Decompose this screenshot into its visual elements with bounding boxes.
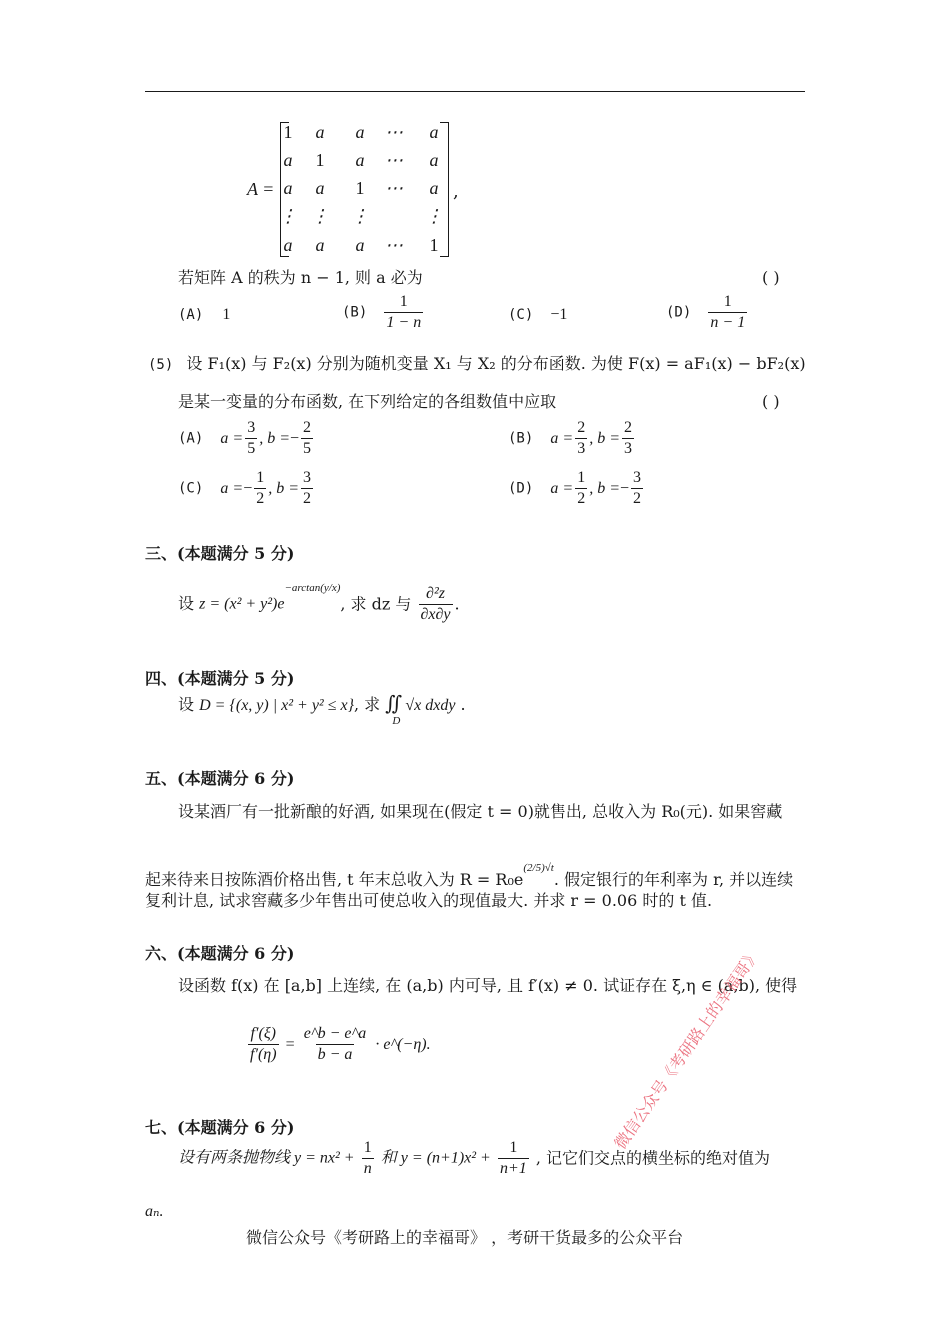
frac-numerator: 2 [623,419,632,436]
s4-mid: , 求 [354,695,381,714]
s7-post: , 记它们交点的横坐标的绝对值为 [535,1148,771,1168]
frac-denominator: 2 [633,490,642,507]
s3-pre: 设 [178,594,195,613]
section-6-heading: 六、(本题满分 6 分) [145,944,295,963]
frac-numerator: 1 [256,469,265,486]
section-6-formula: $\frac{f'(\xi)}{f'(\eta)}$ = $\frac{e\^{}b - e\^{}a}{b - a}$ · e^(−η). [250,1025,431,1063]
matrix-cell: a [283,178,293,198]
frac-numerator: 2 [303,419,312,436]
frac-denominator: 1 − n [386,314,422,331]
s3-formula: z = (x² + y²)e [199,595,285,613]
s4-domain-subscript: D [392,715,401,727]
header-rule [145,91,805,92]
section-7-line1 [178,1138,770,1179]
section-7-heading: 七、(本题满分 6 分) [145,1118,295,1137]
frac-denominator: f′(η) [250,1046,277,1063]
q4-option-d [666,292,749,333]
option-label: (C) [178,480,204,497]
matrix-cell: ⋮ [425,206,443,226]
matrix-cell: ⋯ [385,122,403,142]
matrix-cell: a [429,122,439,142]
q4-stem: 若矩阵 A 的秩为 n − 1, 则 a 必为 [178,268,423,287]
frac-numerator: f′(ξ) [250,1025,276,1042]
frac-numerator: ∂²z [426,585,445,602]
matrix-cell: a [315,235,325,255]
frac-denominator: 5 [247,440,256,457]
q4-option-b [342,292,425,333]
q5-answer-paren: ( ) [762,392,780,411]
s3-exponent: −arctan(y/x) [284,582,341,594]
option-label: (A) [178,307,204,323]
option-label: (A) [178,430,204,447]
matrix-cell: ⋮ [351,206,369,226]
section-7-line2: aₙ. [145,1203,164,1220]
frac-denominator: 3 [623,440,632,457]
frac-denominator: b − a [317,1046,353,1063]
section-4-body [178,694,466,731]
s6-tail: · e^(−η). [375,1036,431,1053]
frac-numerator: e^b − e^a [303,1025,367,1042]
s5-line2-end: . 假定银行的年利率为 r, 并以连续 [553,870,794,889]
frac-denominator: 2 [256,490,265,507]
b-sign: − [619,480,630,497]
frac-numerator: 1 [509,1139,518,1156]
matrix-cell: ⋯ [385,235,403,255]
frac-denominator: n − 1 [710,314,746,331]
q4-answer-paren: ( ) [762,268,780,287]
s5-line2-start: 起来待来日按陈酒价格出售, t 年末总收入为 R = R₀e [145,870,524,889]
frac-numerator: 2 [577,419,586,436]
matrix-cell: a [355,150,365,170]
section-3-heading: 三、(本题满分 5 分) [145,544,295,563]
q5-stem-line1 [148,354,806,375]
frac-numerator: 3 [247,419,256,436]
frac-numerator: 1 [363,1139,372,1156]
frac-denominator: ∂x∂y [420,606,451,623]
matrix-cell: ⋮ [279,206,297,226]
matrix-cell: a [315,122,325,142]
q5-option-d: (D) a = $\frac{1}{2}$ , b =− $\frac{3}{2}$ [508,469,642,507]
section-5-line2 [145,858,793,890]
q5-number: (5) [148,357,174,373]
matrix-cell: 1 [315,150,325,170]
q5-stem-line2: 是某一变量的分布函数, 在下列给定的各组数值中应取 [178,392,557,411]
q5-option-a: (A) a = $\frac{3}{5}$ , b =− $\frac{2}{5}$ [178,419,312,457]
b-sign: − [289,430,300,447]
s4-set: D = {(x, y) | x² + y² ≤ x} [199,697,354,714]
option-value: −1 [550,306,568,323]
section-4-heading: 四、(本题满分 5 分) [145,669,295,688]
matrix-lhs: A = [247,179,275,199]
matrix-cell: a [355,235,365,255]
s3-end: . [454,594,460,614]
matrix-cell: a [283,150,293,170]
q5-option-c: (C) a =− $\frac{1}{2}$ , b = $\frac{3}{2}$ [178,469,312,507]
frac-numerator: 1 [399,293,408,310]
matrix-cell: ⋮ [311,206,329,226]
matrix-cell: a [283,235,293,255]
q5-stem-text: 设 F₁(x) 与 F₂(x) 分别为随机变量 X₁ 与 X₂ 的分布函数. 为使 F(x) = aF₁(x) − bF₂(x) [186,354,806,373]
double-integral-icon: ∬ [385,693,403,715]
s4-pre: 设 [178,695,195,714]
option-label: (D) [508,480,534,497]
s7-pre: 设有两条抛物线 y = nx² + [178,1149,355,1167]
frac-denominator: n [363,1160,372,1177]
frac-numerator: 1 [577,469,586,486]
frac-denominator: 2 [577,490,586,507]
frac-denominator: n+1 [499,1160,527,1177]
matrix-cell: 1 [283,122,293,142]
matrix-cell: a [429,150,439,170]
matrix-trailing-comma: , [453,181,459,202]
s4-integrand: √x dxdy [405,697,456,714]
s7-mid: 和 y = (n+1)x² + [380,1149,491,1167]
section-5-line1: 设某酒厂有一批新酿的好酒, 如果现在(假定 t = 0)就售出, 总收入为 R₀(元). 如果窖藏 [178,802,783,821]
a-sign: − [243,480,253,497]
q5-option-b: (B) a = $\frac{2}{3}$ , b = $\frac{2}{3}$ [508,419,632,457]
s3-mid: , 求 dz 与 [340,594,412,614]
section-6-line1: 设函数 f(x) 在 [a,b] 上连续, 在 (a,b) 内可导, 且 f′(x) ≠ 0. 试证存在 ξ,η ∈ (a,b), 使得 [178,976,798,995]
option-label: (D) [666,304,692,321]
frac-numerator: 3 [303,469,312,486]
option-label: (B) [342,304,368,321]
frac-denominator: 2 [303,490,312,507]
footer-text: 微信公众号《考研路上的幸福哥》 ，考研干货最多的公众平台 [246,1228,684,1247]
option-label: (B) [508,430,534,447]
matrix-cell: ⋯ [385,178,403,198]
matrix-cell: 1 [429,235,439,255]
section-5-line3: 复利计息, 试求窖藏多少年售出可使总收入的现值最大. 并求 r = 0.06 时的 t 值. [145,891,713,910]
matrix-cell: ⋯ [385,150,403,170]
option-label: (C) [508,307,534,323]
frac-denominator: 3 [577,440,586,457]
section-3-body [178,578,460,625]
matrix-cell: a [429,178,439,198]
section-5-heading: 五、(本题满分 6 分) [145,769,295,788]
matrix-cell: a [355,122,365,142]
frac-numerator: 1 [723,293,732,310]
option-value: 1 [222,306,231,323]
q4-option-c [508,304,567,325]
matrix-cell: 1 [355,178,365,198]
q4-option-a [178,304,230,325]
s5-exponent: (2/5)√t [523,862,554,874]
matrix-cell: a [315,178,325,198]
frac-denominator: 5 [303,440,312,457]
s4-end: . [460,695,466,714]
frac-numerator: 3 [633,469,642,486]
watermark-stamp: 微信公众号《考研路上的幸福哥》 [610,945,764,1153]
